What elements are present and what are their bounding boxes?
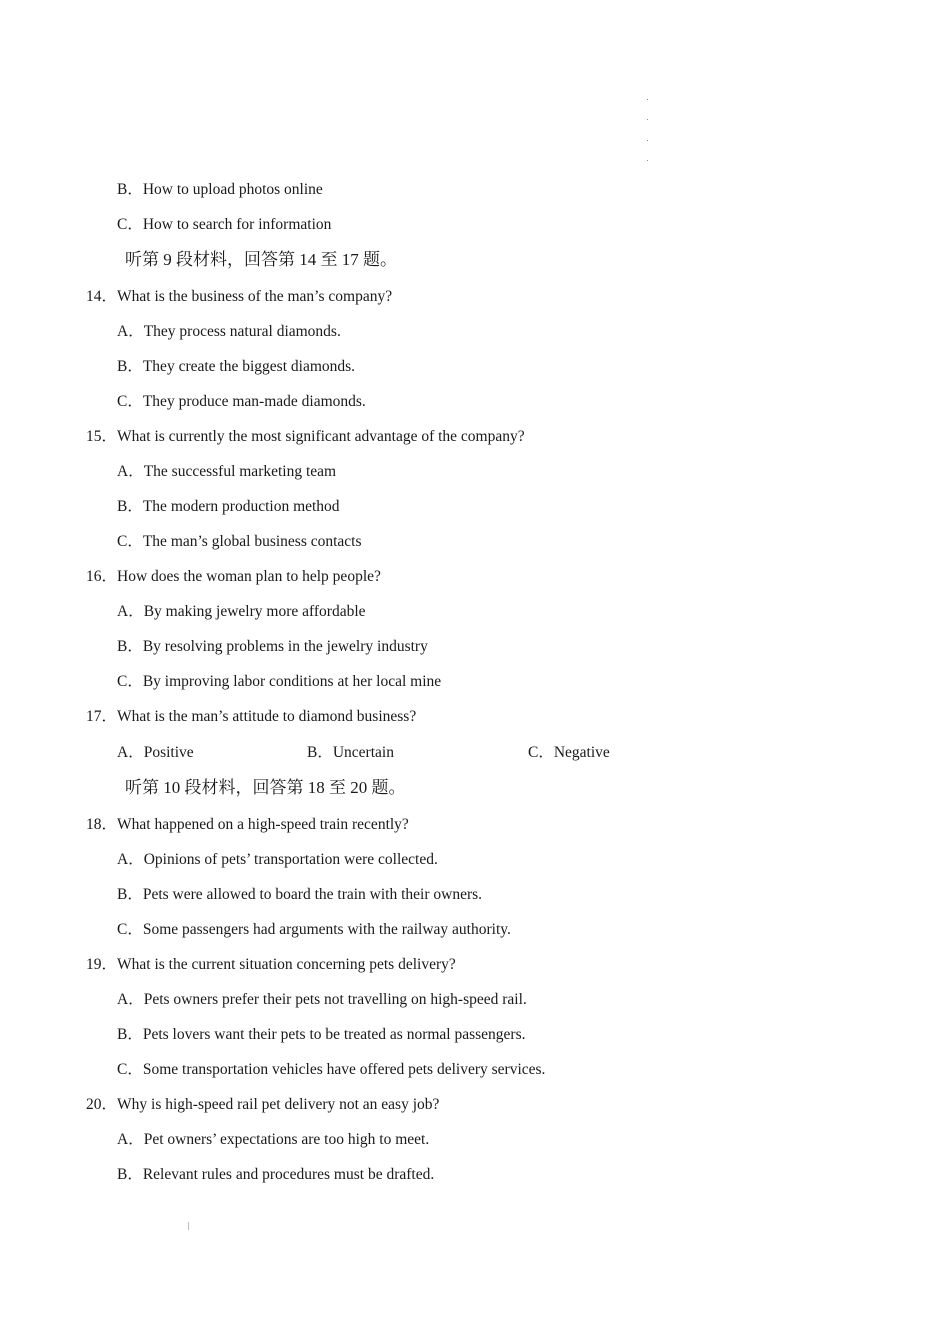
option-b	[117, 1025, 526, 1045]
option-c	[117, 532, 362, 552]
option-label: B．	[117, 498, 143, 515]
option-text: The man’s global business contacts	[142, 533, 362, 550]
option-b	[117, 885, 482, 905]
option-text: They process natural diamonds.	[143, 323, 341, 340]
option-text: How to upload photos online	[142, 181, 323, 198]
option-text: Some passengers had arguments with the railway authority.	[142, 921, 511, 938]
section-heading-9: 听第 9 段材料，回答第 14 至 17 题。	[125, 250, 397, 269]
question-number: 19．	[86, 956, 118, 973]
option-text: Positive	[143, 744, 194, 761]
option-a	[117, 1130, 429, 1150]
option-c	[117, 392, 366, 412]
question-number: 14．	[86, 288, 118, 305]
question-text: What is currently the most significant advantage of the company?	[117, 428, 525, 445]
option-label: A．	[117, 323, 144, 340]
option-label: C．	[117, 921, 143, 938]
option-text: The modern production method	[142, 498, 340, 515]
option-label: C．	[528, 744, 554, 761]
option-text: Some transportation vehicles have offered pets delivery services.	[142, 1061, 546, 1078]
option-label: B．	[117, 358, 143, 375]
option-a	[117, 850, 438, 870]
margin-mark	[188, 1222, 189, 1230]
margin-mark	[647, 119, 648, 120]
option-a	[117, 462, 336, 482]
margin-mark	[647, 140, 648, 141]
question-number: 15．	[86, 428, 118, 445]
option-text: Pets owners prefer their pets not travelling on high-speed rail.	[143, 991, 527, 1008]
option-text: By resolving problems in the jewelry industry	[142, 638, 428, 655]
option-label: A．	[117, 851, 144, 868]
option-text: Pets lovers want their pets to be treated as normal passengers.	[142, 1026, 526, 1043]
question-number: 18．	[86, 816, 118, 833]
option-text: By making jewelry more affordable	[143, 603, 366, 620]
option-text: By improving labor conditions at her local mine	[142, 673, 442, 690]
option-label: C．	[117, 216, 143, 233]
margin-mark	[647, 160, 648, 161]
option-label: A．	[117, 991, 144, 1008]
option-label: C．	[117, 533, 143, 550]
option-text: Pet owners’ expectations are too high to meet.	[143, 1131, 430, 1148]
option-label: B．	[307, 744, 333, 761]
option-text: Pets were allowed to board the train with their owners.	[142, 886, 483, 903]
option-text: They create the biggest diamonds.	[142, 358, 356, 375]
question-text: What is the business of the man’s company?	[117, 288, 393, 305]
question-text: What is the man’s attitude to diamond business?	[117, 708, 417, 725]
option-a	[117, 743, 194, 763]
option-text: Uncertain	[332, 744, 394, 761]
option-label: C．	[117, 1061, 143, 1078]
option-c	[117, 920, 511, 940]
question-15	[86, 427, 525, 447]
option-b	[307, 743, 394, 763]
question-text: What is the current situation concerning pets delivery?	[117, 956, 456, 973]
option-label: A．	[117, 1131, 144, 1148]
option-b	[117, 637, 428, 657]
option-c	[117, 672, 441, 692]
option-label: A．	[117, 603, 144, 620]
option-label: C．	[117, 673, 143, 690]
option-label: C．	[117, 393, 143, 410]
question-text: How does the woman plan to help people?	[117, 568, 381, 585]
margin-mark	[647, 99, 648, 100]
question-19	[86, 955, 456, 975]
question-17	[86, 707, 416, 727]
option-text: How to search for information	[142, 216, 332, 233]
option-label: B．	[117, 1166, 143, 1183]
option-label: A．	[117, 463, 144, 480]
option-a	[117, 990, 527, 1010]
option-label: B．	[117, 181, 143, 198]
question-number: 16．	[86, 568, 118, 585]
option-b	[117, 180, 323, 200]
option-label: B．	[117, 638, 143, 655]
question-text: What happened on a high-speed train recently?	[117, 816, 409, 833]
option-text: Negative	[553, 744, 610, 761]
question-number: 20．	[86, 1096, 118, 1113]
option-b	[117, 1165, 434, 1185]
option-text: They produce man-made diamonds.	[142, 393, 366, 410]
option-label: B．	[117, 886, 143, 903]
option-a	[117, 602, 366, 622]
option-a	[117, 322, 341, 342]
option-text: Opinions of pets’ transportation were collected.	[143, 851, 438, 868]
question-number: 17．	[86, 708, 118, 725]
option-text: Relevant rules and procedures must be drafted.	[142, 1166, 435, 1183]
option-c	[528, 743, 610, 763]
option-b	[117, 357, 355, 377]
question-20	[86, 1095, 439, 1115]
question-16	[86, 567, 381, 587]
question-text: Why is high-speed rail pet delivery not an easy job?	[117, 1096, 440, 1113]
section-heading-10: 听第 10 段材料，回答第 18 至 20 题。	[125, 778, 406, 797]
question-14	[86, 287, 392, 307]
option-c	[117, 215, 331, 235]
option-label: B．	[117, 1026, 143, 1043]
option-text: The successful marketing team	[143, 463, 337, 480]
question-18	[86, 815, 409, 835]
option-b	[117, 497, 340, 517]
option-label: A．	[117, 744, 144, 761]
option-c	[117, 1060, 545, 1080]
